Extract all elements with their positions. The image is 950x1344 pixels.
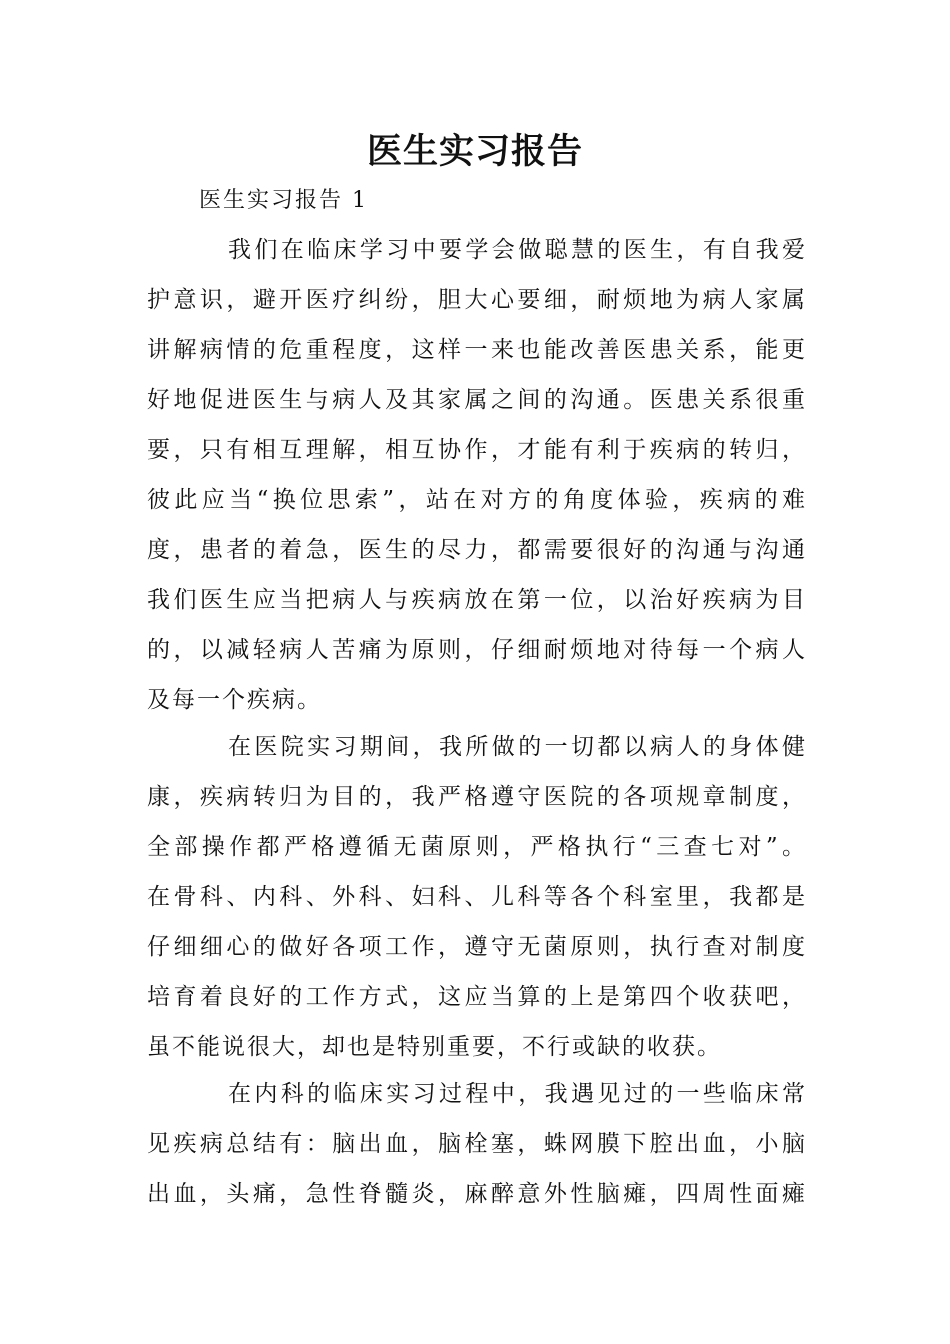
text-line: 出血，头痛，急性脊髓炎，麻醉意外性脑瘫，四周性面瘫 bbox=[147, 1181, 805, 1207]
text-line: 护意识，避开医疗纠纷，胆大心要细，耐烦地为病人家属 bbox=[147, 287, 805, 313]
text-line: 在骨科、内科、外科、妇科、儿科等各个科室里，我都是 bbox=[147, 884, 805, 910]
page-title: 医生实习报告 bbox=[366, 132, 583, 172]
text-line: 讲解病情的危重程度，这样一来也能改善医患关系，能更 bbox=[147, 337, 805, 363]
text-line: 要，只有相互理解，相互协作，才能有利于疾病的转归， bbox=[147, 437, 805, 463]
text-line: 在医院实习期间，我所做的一切都以病人的身体健 bbox=[228, 734, 805, 760]
text-line: 仔细细心的做好各项工作，遵守无菌原则，执行查对制度 bbox=[147, 934, 805, 960]
text-line: 我们在临床学习中要学会做聪慧的医生，有自我爱 bbox=[228, 237, 805, 263]
text-line: 我们医生应当把病人与疾病放在第一位，以治好疾病为目 bbox=[147, 587, 805, 613]
text-line: 彼此应当“换位思索”，站在对方的角度体验，疾病的难 bbox=[147, 487, 805, 513]
section-heading: 医生实习报告 1 bbox=[199, 188, 368, 213]
text-line: 见疾病总结有：脑出血，脑栓塞，蛛网膜下腔出血，小脑 bbox=[147, 1131, 805, 1157]
text-line: 的，以减轻病人苦痛为原则，仔细耐烦地对待每一个病人 bbox=[147, 637, 805, 663]
text-line: 度，患者的着急，医生的尽力，都需要很好的沟通与沟通 bbox=[147, 537, 805, 563]
text-line: 全部操作都严格遵循无菌原则，严格执行“三查七对”。 bbox=[147, 834, 805, 860]
text-line: 虽不能说很大，却也是特别重要，不行或缺的收获。 bbox=[147, 1034, 722, 1060]
text-line: 培育着良好的工作方式，这应当算的上是第四个收获吧， bbox=[147, 984, 805, 1010]
text-line: 及每一个疾病。 bbox=[147, 687, 322, 713]
text-line: 好地促进医生与病人及其家属之间的沟通。医患关系很重 bbox=[147, 387, 805, 413]
text-line: 康，疾病转归为目的，我严格遵守医院的各项规章制度， bbox=[147, 784, 805, 810]
text-line: 在内科的临床实习过程中，我遇见过的一些临床常 bbox=[228, 1081, 805, 1107]
